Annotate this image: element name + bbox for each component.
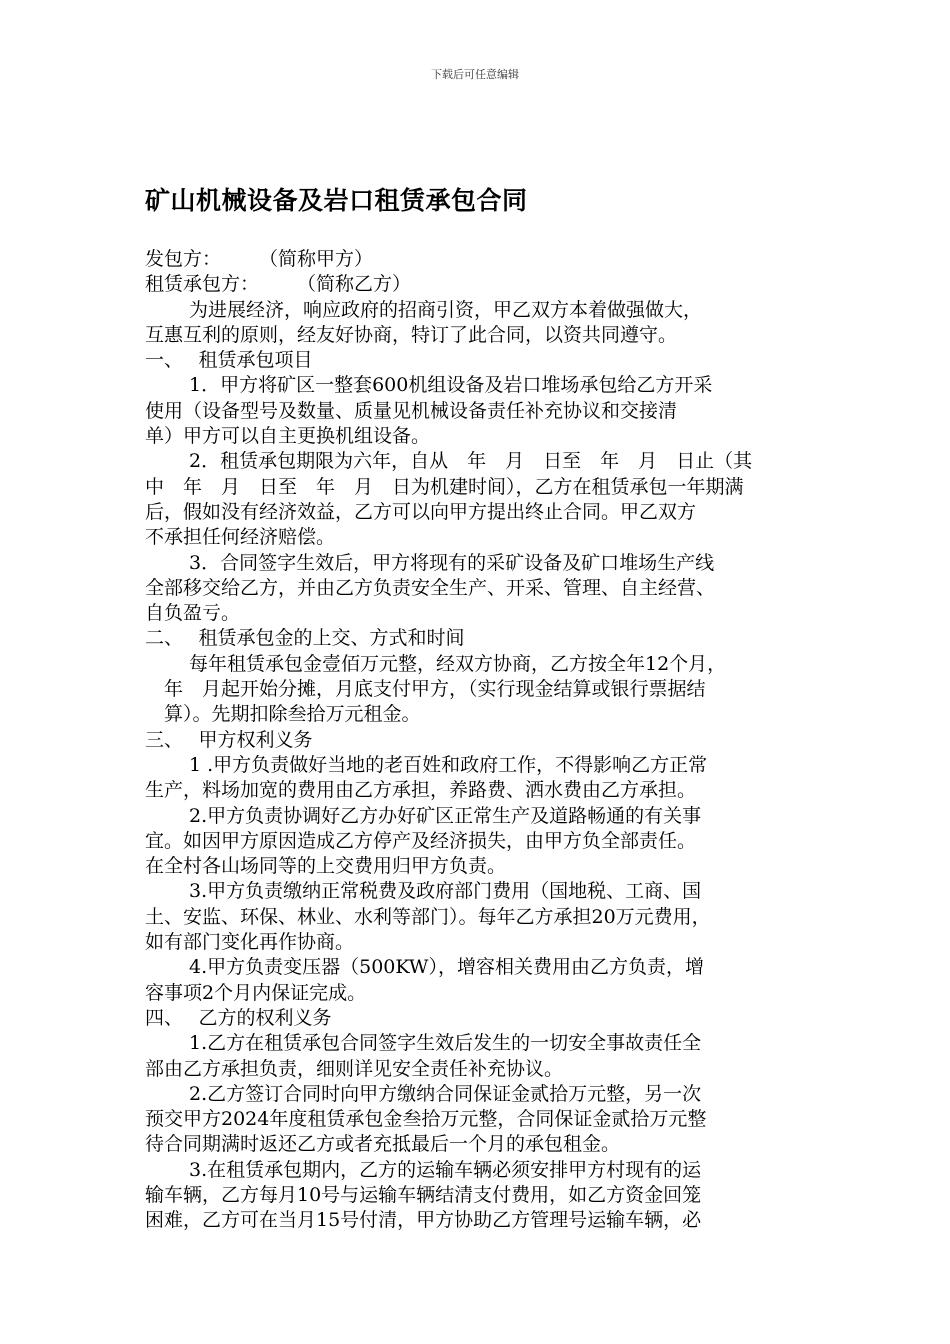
document-body (145, 247, 825, 1234)
text-line: 自负盈亏。 (145, 602, 241, 625)
text-line: 年 月起开始分摊，月底支付甲方，（实行现金结算或银行票据结 (145, 678, 706, 701)
text-line: 部由乙方承担负责，细则详见安全责任补充协议。 (145, 1057, 564, 1080)
text-line: 单）甲方可以自主更换机组设备。 (145, 425, 431, 448)
text-line: 困难，乙方可在当月15号付清，甲方协助乙方管理号运输车辆，必 (145, 1209, 702, 1232)
text-line: 预交甲方2024年度租赁承包金叁拾万元整，合同保证金贰拾万元整 (145, 1108, 707, 1131)
text-line: 输车辆，乙方每月10号与运输车辆结清支付费用，如乙方资金回笼 (145, 1183, 702, 1206)
text-line: 4.甲方负责变压器（500KW），增容相关费用由乙方负责，增 (189, 956, 704, 979)
text-line: 土、安监、环保、林业、水利等部门）。每年乙方承担20万元费用， (145, 905, 711, 928)
text-line: 1.乙方在租赁承包合同签字生效后发生的一切安全事故责任全 (189, 1032, 702, 1055)
text-line: 不承担任何经济赔偿。 (145, 526, 336, 549)
text-line: 1．甲方将矿区一整套600机组设备及岩口堆场承包给乙方开采 (189, 374, 713, 397)
section-heading: 三、 甲方权利义务 (145, 728, 313, 751)
text-line: 为进展经济，响应政府的招商引资，甲乙双方本着做强做大， (189, 298, 703, 321)
text-line: 生产，料场加宽的费用由乙方承担，养路费、洒水费由乙方承担。 (145, 779, 697, 802)
text-line: 1 .甲方负责做好当地的老百姓和政府工作，不得影响乙方正常 (189, 753, 708, 776)
document-title: 矿山机械设备及岩口租赁承包合同 (145, 186, 528, 215)
text-line: 互惠互利的原则，经友好协商，特订了此合同，以资共同遵守。 (145, 323, 678, 346)
section-heading: 一、 租赁承包项目 (145, 349, 313, 372)
text-line: 2.甲方负责协调好乙方办好矿区正常生产及道路畅通的有关事 (189, 804, 702, 827)
text-line: 3.在租赁承包期内，乙方的运输车辆必须安排甲方村现有的运 (189, 1158, 702, 1181)
text-line: 如有部门变化再作协商。 (145, 931, 355, 954)
text-line: 租赁承包方： （简称乙方） (145, 273, 412, 296)
text-line: 容事项2个月内保证完成。 (145, 981, 367, 1004)
text-line: 发包方： （简称甲方） (145, 248, 374, 270)
text-line: 3．合同签字生效后，甲方将现有的采矿设备及矿口堆场生产线 (189, 551, 715, 574)
header-note: 下载后可任意编辑 (431, 68, 519, 81)
text-line: 3.甲方负责缴纳正常税费及政府部门费用（国地税、工商、国 (189, 880, 702, 903)
text-line: 每年租赁承包金壹佰万元整，经双方协商，乙方按全年12个月， (189, 652, 727, 675)
text-line: 算）。先期扣除叁拾万元租金。 (145, 703, 421, 726)
text-line: 宜。如因甲方原因造成乙方停产及经济损失，由甲方负全部责任。 (145, 829, 697, 852)
text-line: 待合同期满时返还乙方或者充抵最后一个月的承包租金。 (145, 1133, 621, 1156)
text-line: 中 年 月 日至 年 月 日为机建时间），乙方在租赁承包一年期满 (145, 475, 744, 498)
text-line: 在全村各山场同等的上交费用归甲方负责。 (145, 855, 507, 878)
text-line: 全部移交给乙方，并由乙方负责安全生产、开采、管理、自主经营、 (145, 576, 716, 599)
section-heading: 四、 乙方的权利义务 (145, 1006, 332, 1029)
text-line: 使用（设备型号及数量、质量见机械设备责任补充协议和交接清 (145, 399, 678, 422)
text-line: 2.乙方签订合同时向甲方缴纳合同保证金贰拾万元整，另一次 (189, 1082, 702, 1105)
text-line: 2．租赁承包期限为六年，自从 年 月 日至 年 月 日止（其 (189, 450, 753, 473)
text-line: 后，假如没有经济效益，乙方可以向甲方提出终止合同。甲乙双方 (145, 500, 697, 523)
section-heading: 二、 租赁承包金的上交、方式和时间 (145, 627, 465, 650)
